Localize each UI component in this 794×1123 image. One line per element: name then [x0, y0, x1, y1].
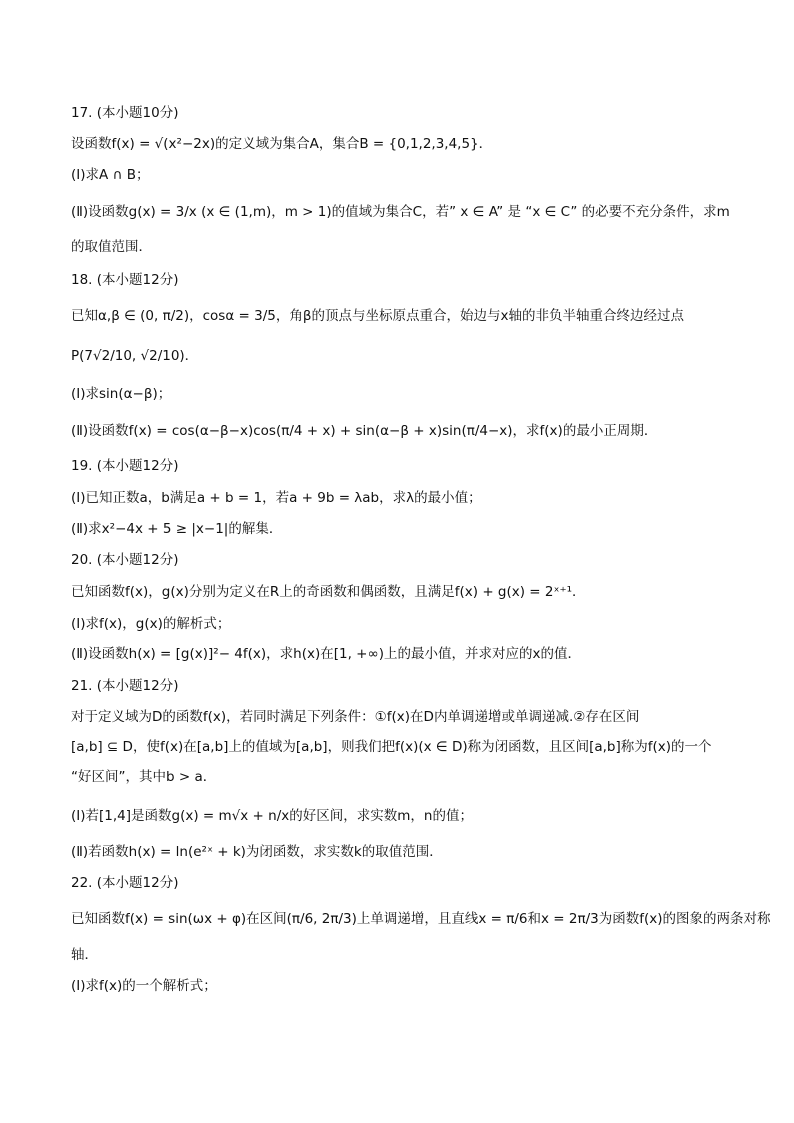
q20-header: 20. (本小题12分) — [71, 552, 179, 568]
q18-stem: 已知α,β ∈ (0, π/2)，cosα = 3/5，角β的顶点与坐标原点重合，始边与x轴的非负半轴重合终边经过点 — [71, 308, 684, 324]
q18-part1: (Ⅰ)求sin(α−β)； — [71, 386, 172, 402]
q18-part2: (Ⅱ)设函数f(x) = cos(α−β−x)cos(π/4 + x) + sin(α−β + x)sin(π/4−x)，求f(x)的最小正周期． — [71, 423, 658, 439]
q17-part1: (Ⅰ)求A ∩ B； — [71, 167, 150, 183]
q17-part2-cont: 的取值范围． — [71, 239, 152, 255]
q19-header: 19. (本小题12分) — [71, 458, 179, 474]
q21-part2: (Ⅱ)若函数h(x) = ln(e²ˣ + k)为闭函数，求实数k的取值范围． — [71, 844, 443, 860]
q19-part1: (Ⅰ)已知正数a，b满足a + b = 1，若a + 9b = λab，求λ的最小值； — [71, 490, 482, 506]
q21-stem: 对于定义域为D的函数f(x)，若同时满足下列条件：①f(x)在D内单调递增或单调递减.②存在区间 — [71, 709, 640, 725]
q17-stem: 设函数f(x) = √(x²−2x)的定义域为集合A，集合B = {0,1,2,3,4,5}． — [71, 136, 493, 152]
q20-part1: (Ⅰ)求f(x)，g(x)的解析式； — [71, 616, 231, 632]
q20-stem: 已知函数f(x)，g(x)分别为定义在R上的奇函数和偶函数，且满足f(x) + g(x) = 2ˣ⁺¹． — [71, 584, 586, 600]
q22-stem-cont: 轴． — [71, 947, 98, 963]
q21-header: 21. (本小题12分) — [71, 678, 179, 694]
q18-stem-cont: P(7√2/10, √2/10)． — [71, 348, 199, 364]
q19-part2: (Ⅱ)求x²−4x + 5 ≥ |x−1|的解集． — [71, 521, 283, 537]
q18-header: 18. (本小题12分) — [71, 272, 179, 288]
q22-stem: 已知函数f(x) = sin(ωx + φ)在区间(π/6, 2π/3)上单调递增，且直线x = π/6和x = 2π/3为函数f(x)的图象的两条对称 — [71, 911, 771, 927]
q21-stem-cont: [a,b] ⊆ D，使f(x)在[a,b]上的值域为[a,b]，则我们把f(x)(x ∈ D)称为闭函数，且区间[a,b]称为f(x)的一个 — [71, 739, 712, 755]
q21-stem-end: “好区间”，其中b > a． — [71, 769, 217, 785]
q17-part2: (Ⅱ)设函数g(x) = 3/x (x ∈ (1,m)，m > 1)的值域为集合C，若” x ∈ A” 是 “x ∈ C” 的必要不充分条件，求m — [71, 204, 730, 220]
q20-part2: (Ⅱ)设函数h(x) = [g(x)]²− 4f(x)，求h(x)在[1, +∞)上的最小值，并求对应的x的值． — [71, 646, 581, 662]
q17-header: 17. (本小题10分) — [71, 105, 179, 121]
q22-part1: (Ⅰ)求f(x)的一个解析式； — [71, 978, 217, 994]
q21-part1: (Ⅰ)若[1,4]是函数g(x) = m√x + n/x的好区间，求实数m，n的值； — [71, 808, 473, 824]
q22-header: 22. (本小题12分) — [71, 875, 179, 891]
